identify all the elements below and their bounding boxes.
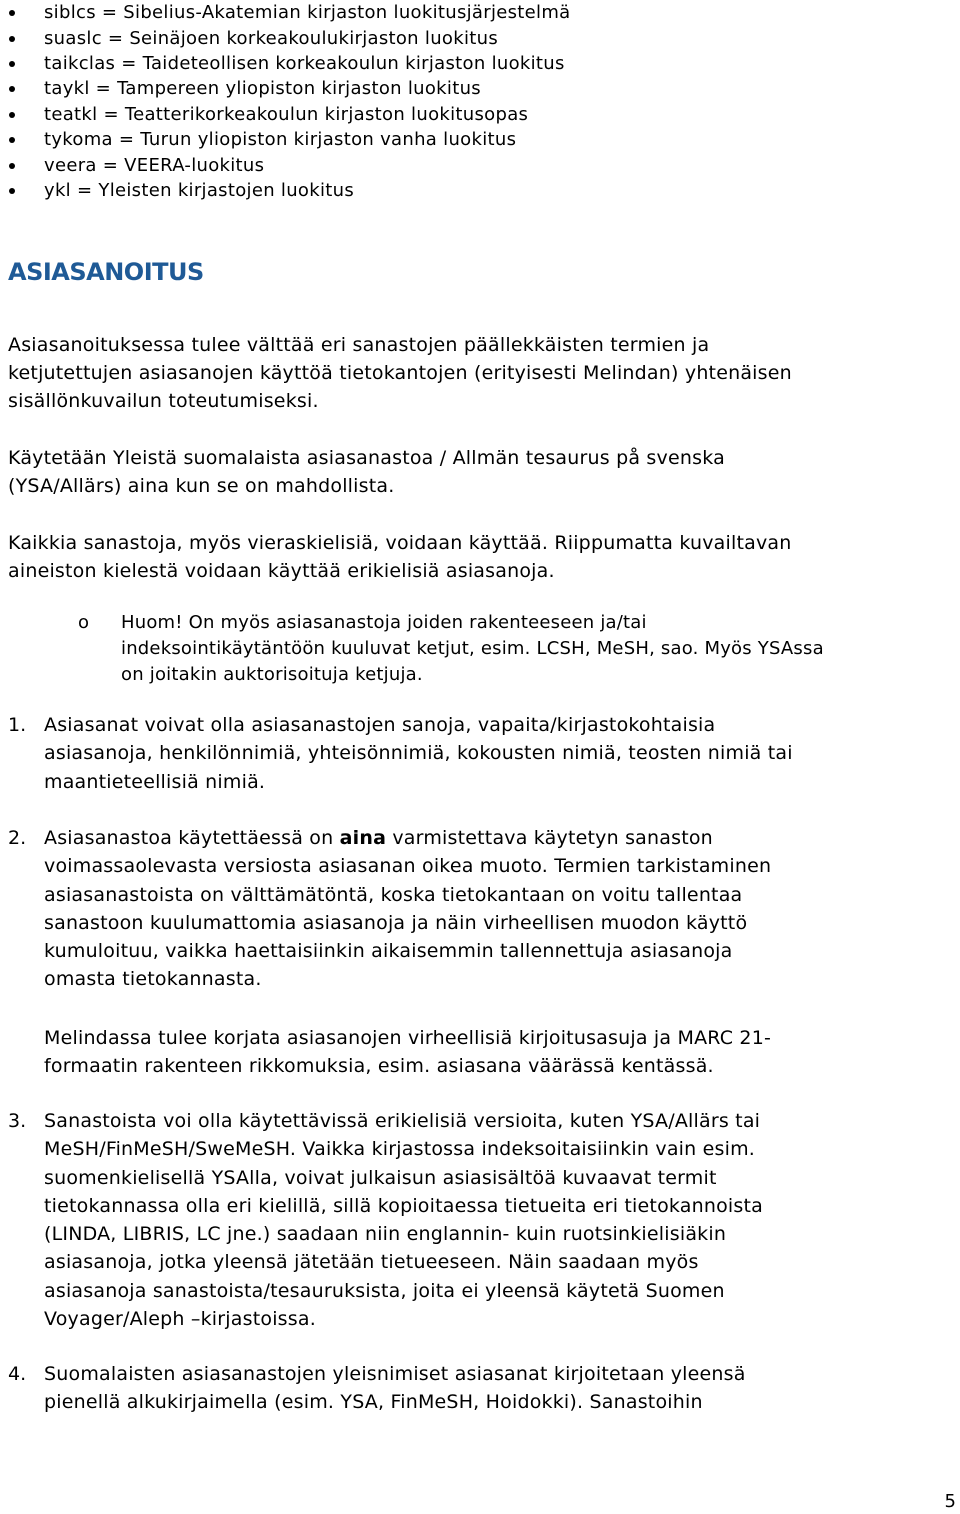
text-line: aineiston kielestä voidaan käyttää erikielisiä asiasanoja.: [8, 560, 555, 582]
item-number: 4.: [8, 1363, 27, 1385]
text-line: Asiasanat voivat olla asiasanastojen sanoja, vapaita/kirjastokohtaisia: [44, 714, 716, 736]
text-line: kumuloituu, vaikka haettaisiinkin aikaisemmin tallennettuja asiasanoja: [44, 940, 733, 963]
page-number: 5: [944, 1491, 956, 1512]
list-item: teatkl = Teatterikorkeakoulun kirjaston luokitusopas: [44, 104, 529, 125]
list-item: taykl = Tampereen yliopiston kirjaston luokitus: [44, 78, 481, 99]
text-run: varmistettava käytetyn sanaston: [386, 827, 713, 849]
item-extra-text: [44, 1024, 954, 1081]
sub-bullet-marker: o: [78, 612, 90, 633]
text-line: voimassaolevasta versiosta asiasanan oikea muoto. Termien tarkistaminen: [44, 855, 772, 878]
text-line: Käytetään Yleistä suomalaista asiasanastoa / Allmän tesaurus på svenska: [8, 447, 725, 469]
sub-note: [121, 610, 824, 688]
section-heading: ASIASANOITUS: [8, 258, 204, 286]
text-line: Kaikkia sanastoja, myös vieraskielisiä, voidaan käyttää. Riippumatta kuvailtavan: [8, 532, 792, 554]
item-text: [44, 711, 954, 796]
item-text: [44, 1107, 954, 1333]
text-line: on joitakin auktorisoituja ketjuja.: [121, 664, 423, 685]
item-text: [44, 1360, 954, 1417]
text-line: Voyager/Aleph –kirjastoissa.: [44, 1308, 316, 1331]
item-number: 2.: [8, 827, 27, 849]
text-line: Melindassa tulee korjata asiasanojen virheellisiä kirjoitusasuja ja MARC 21-: [44, 1027, 772, 1049]
text-line: Huom! On myös asiasanastoja joiden rakenteeseen ja/tai: [121, 612, 647, 633]
list-item: veera = VEERA-luokitus: [44, 155, 265, 176]
list-item: ykl = Yleisten kirjastojen luokitus: [44, 180, 355, 201]
text-line: [44, 824, 954, 852]
text-line: Suomalaisten asiasanastojen yleisnimiset asiasanat kirjoitetaan yleensä: [44, 1363, 746, 1385]
text-line: formaatin rakenteen rikkomuksia, esim. asiasana väärässä kentässä.: [44, 1055, 714, 1078]
text-line: (LINDA, LIBRIS, LC jne.) saadaan niin englannin- kuin ruotsinkielisiäkin: [44, 1223, 727, 1246]
item-text: [44, 824, 954, 994]
text-line: asiasanoja, henkilönnimiä, yhteisönnimiä, kokousten nimiä, teosten nimiä tai: [44, 742, 793, 765]
list-item: taikclas = Taideteollisen korkeakoulun kirjaston luokitus: [44, 53, 565, 74]
text-line: asiasanastoista on välttämätöntä, koska tietokantaan on voitu tallentaa: [44, 883, 743, 906]
list-item: suaslc = Seinäjoen korkeakoulukirjaston luokitus: [44, 28, 498, 49]
paragraph-intro: [8, 331, 953, 415]
text-line: sanastoon kuulumattomia asiasanoja ja näin virheellisen muodon käyttö: [44, 911, 748, 934]
paragraph-ysa: [8, 444, 953, 500]
text-line: maantieteellisiä nimiä.: [44, 770, 266, 793]
text-line: asiasanoja, jotka yleensä jätetään tietueeseen. Näin saadaan myös: [44, 1251, 699, 1274]
emphasis: aina: [339, 827, 387, 849]
item-number: 1.: [8, 714, 27, 736]
text-line: suomenkielisellä YSAlla, voivat julkaisun asiasisältöä kuvaavat termit: [44, 1166, 717, 1189]
text-line: tietokannassa olla eri kielillä, sillä kopioitaessa tietueita eri tietokannoista: [44, 1194, 763, 1217]
text-line: indeksointikäytäntöön kuuluvat ketjut, esim. LCSH, MeSH, sao. Myös YSAssa: [121, 638, 824, 659]
text-line: MeSH/FinMeSH/SweMeSH. Vaikka kirjastossa indeksoitaisiinkin vain esim.: [44, 1138, 756, 1161]
text-line: (YSA/Allärs) aina kun se on mahdollista.: [8, 475, 395, 497]
text-line: omasta tietokannasta.: [44, 968, 262, 991]
text-line: sisällönkuvailun toteutumiseksi.: [8, 390, 319, 412]
text-line: Sanastoista voi olla käytettävissä erikielisiä versioita, kuten YSA/Allärs tai: [44, 1110, 761, 1132]
item-number: 3.: [8, 1110, 27, 1132]
paragraph-languages: [8, 529, 953, 585]
text-run: Asiasanastoa käytettäessä on: [44, 827, 340, 849]
list-item: tykoma = Turun yliopiston kirjaston vanha luokitus: [44, 129, 517, 150]
text-line: pienellä alkukirjaimella (esim. YSA, FinMeSH, Hoidokki). Sanastoihin: [44, 1391, 703, 1414]
list-item: siblcs = Sibelius-Akatemian kirjaston luokitusjärjestelmä: [44, 2, 571, 23]
text-line: ketjutettujen asiasanojen käyttöä tietokantojen (erityisesti Melindan) yhtenäisen: [8, 362, 792, 384]
text-line: asiasanoja sanastoista/tesauruksista, joita ei yleensä käytetä Suomen: [44, 1279, 725, 1302]
text-line: Asiasanoituksessa tulee välttää eri sanastojen päällekkäisten termien ja: [8, 334, 710, 356]
